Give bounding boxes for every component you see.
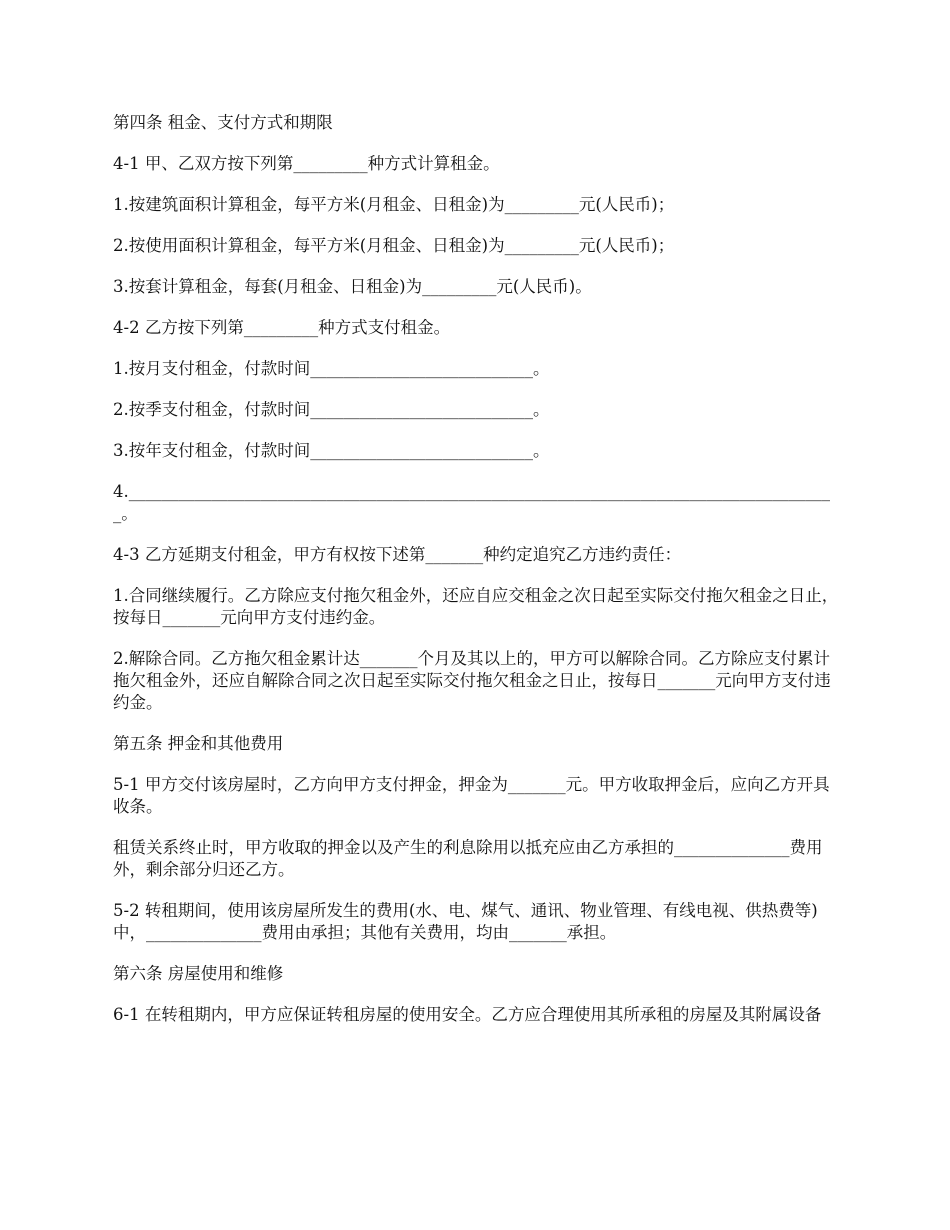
clause-4-2-option-2: 2.按季支付租金，付款时间___________________________。 bbox=[113, 400, 550, 419]
clause-5-1: 5-1 甲方交付该房屋时，乙方向甲方支付押金，押金为_______元。甲方收取押金后，应向乙方开具收条。 bbox=[113, 775, 830, 816]
clause-4-2-option-4: 4.______________________________________________________________________________________。 bbox=[113, 482, 830, 523]
clause-4-3-option-1: 1.合同继续履行。乙方除应支付拖欠租金外，还应自应交租金之次日起至实际交付拖欠租金之日止，按每日_______元向甲方支付违约金。 bbox=[113, 586, 839, 627]
document-page bbox=[113, 112, 840, 1045]
clause-4-1-option-2: 2.按使用面积计算租金，每平方米(月租金、日租金)为_________元(人民币)； bbox=[113, 236, 675, 255]
clause-4-3: 4-3 乙方延期支付租金，甲方有权按下述第_______种约定追究乙方违约责任： bbox=[113, 545, 682, 564]
clause-4-2-option-1: 1.按月支付租金，付款时间___________________________。 bbox=[113, 359, 550, 378]
clause-5-1-termination: 租赁关系终止时，甲方收取的押金以及产生的利息除用以抵充应由乙方承担的______________费用外，剩余部分归还乙方。 bbox=[113, 838, 823, 879]
article-5-heading: 第五条 押金和其他费用 bbox=[113, 734, 284, 753]
clause-4-2-option-3: 3.按年支付租金，付款时间___________________________。 bbox=[113, 441, 550, 460]
article-6-heading: 第六条 房屋使用和维修 bbox=[113, 964, 284, 983]
clause-6-1: 6-1 在转租期内，甲方应保证转租房屋的使用安全。乙方应合理使用其所承租的房屋及其附属设备 bbox=[113, 1005, 822, 1024]
clause-4-1: 4-1 甲、乙双方按下列第_________种方式计算租金。 bbox=[113, 154, 500, 173]
clause-4-1-option-1: 1.按建筑面积计算租金，每平方米(月租金、日租金)为_________元(人民币)； bbox=[113, 195, 675, 214]
clause-5-2: 5-2 转租期间，使用该房屋所发生的费用(水、电、煤气、通讯、物业管理、有线电视、供热费等)中，______________费用由承担；其他有关费用，均由_______承担。 bbox=[113, 901, 818, 942]
clause-4-2: 4-2 乙方按下列第_________种方式支付租金。 bbox=[113, 318, 451, 337]
clause-4-1-option-3: 3.按套计算租金，每套(月租金、日租金)为_________元(人民币)。 bbox=[113, 277, 592, 296]
clause-4-3-option-2: 2.解除合同。乙方拖欠租金累计达_______个月及其以上的，甲方可以解除合同。乙方除应支付累计拖欠租金外，还应自解除合同之次日起至实际交付拖欠租金之日止，按每日_______元向甲方支付违约金。 bbox=[113, 649, 831, 712]
article-4-heading: 第四条 租金、支付方式和期限 bbox=[113, 113, 333, 132]
